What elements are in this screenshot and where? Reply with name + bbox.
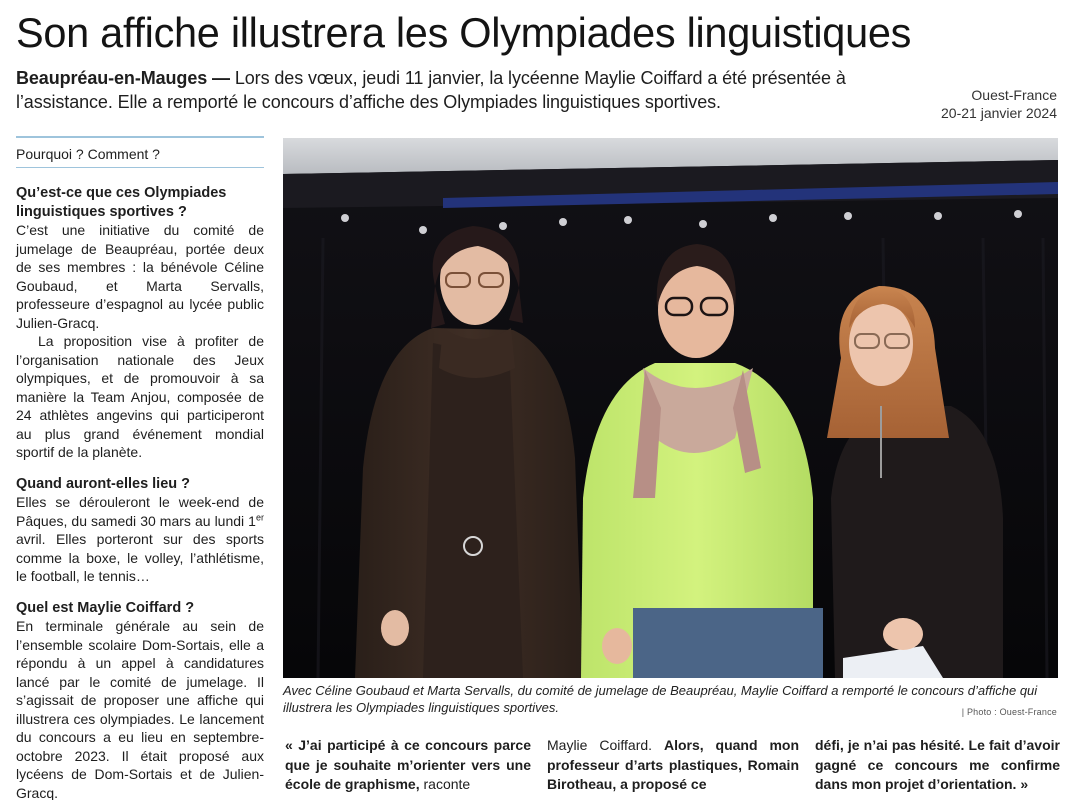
quote-col1-bold: « J’ai participé à ce concours parce que je souhaite m’orienter vers une école de graphisme, <box>285 737 531 792</box>
news-photo <box>283 138 1058 678</box>
sidebar-body <box>16 184 264 800</box>
answer-1-paragraph-1: C’est une initiative du comité de jumelage de Beaupréau, portée deux de ses membres : la bénévole Céline Goubaud, et Marta Servalls, professeure d’espagnol au lycée public Julien-Gracq. <box>16 222 264 331</box>
answer-2-part-1: Elles se dérouleront le week-end de Pâques, du samedi 30 mars au lundi 1 <box>16 494 264 529</box>
quote-col2-plain: Maylie Coiffard. <box>547 737 653 753</box>
lede-text: Lors des vœux, jeudi 11 janvier, la lycéenne Maylie Coiffard a été présentée à l’assistance. Elle a remporté le concours d’affiche des Olympiades linguistiques sportives. <box>16 68 846 112</box>
quote-col3-bold: défi, je n’ai pas hésité. Le fait d’avoir gagné ce concours me confirme dans mon projet d’orientation. » <box>815 737 1060 792</box>
answer-1-paragraph-2: La proposition vise à profiter de l’organisation nationale des Jeux olympiques, et de promouvoir à sa manière la Team Anjou, composée de 24 athlètes angevins qui participeront au plus grand événement mondial sportif de la planète. <box>16 333 264 460</box>
lede <box>16 66 921 114</box>
photo-illustration <box>283 138 1058 678</box>
sidebar-rule-bottom <box>16 167 264 168</box>
question-3: Quel est Maylie Coiffard ? <box>16 599 195 616</box>
question-2: Quand auront-elles lieu ? <box>16 475 191 492</box>
source-name: Ouest-France <box>971 87 1057 103</box>
quote-column-1 <box>285 736 531 795</box>
qa-block-3 <box>16 599 264 800</box>
question-1: Qu’est-ce que ces Olympiades linguistiques sportives ? <box>16 185 227 220</box>
sidebar-kicker: Pourquoi ? Comment ? <box>16 146 160 162</box>
source-date: 20-21 janvier 2024 <box>941 105 1057 121</box>
headline: Son affiche illustrera les Olympiades linguistiques <box>16 9 912 56</box>
quote-column-3 <box>815 736 1060 795</box>
quote-column-2 <box>547 736 799 795</box>
answer-2-superscript: er <box>255 511 264 522</box>
sidebar-header <box>16 136 264 168</box>
lede-place: Beaupréau-en-Mauges — <box>16 68 230 88</box>
qa-block-1 <box>16 184 264 462</box>
quote-col2-bold: Alors, quand mon professeur d’arts plastiques, Romain Birotheau, a proposé ce <box>547 737 799 792</box>
source-block <box>941 86 1057 122</box>
photo-credit: | Photo : Ouest-France <box>961 707 1057 717</box>
quote-col1-plain: raconte <box>423 776 471 792</box>
answer-2-part-2: avril. Elles porteront sur des sports comme la boxe, le volley, l’athlétisme, le football, le tennis… <box>16 531 264 584</box>
photo-caption: Avec Céline Goubaud et Marta Servalls, du comité de jumelage de Beaupréau, Maylie Coiffard a remporté le concours d’affiche qui illustrera les Olympiades linguistiques sportives. <box>283 683 1038 715</box>
answer-3: En terminale générale au sein de l’ensemble scolaire Dom-Sortais, elle a répondu à un appel à candidatures lancé par le comité de jumelage. Il s’agissait de proposer une affiche qui illustrera ces olympiades. Le lancement du concours a eu lieu en septembre-octobre 2023. Il était proposé aux lycéens de Dom-Sortais et de Julien-Gracq. <box>16 618 264 800</box>
qa-block-2 <box>16 475 264 586</box>
answer-2 <box>16 493 264 586</box>
